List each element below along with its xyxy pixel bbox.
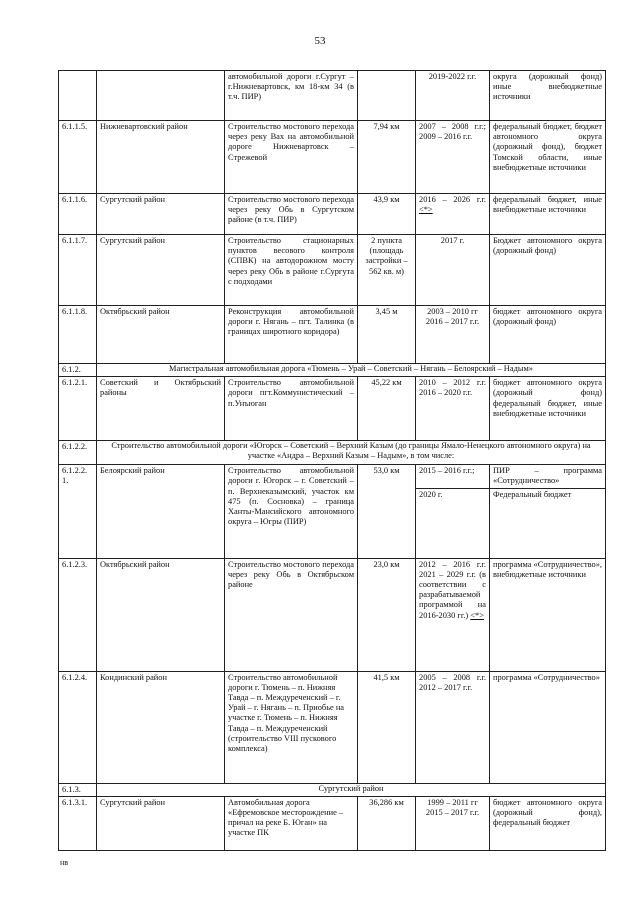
row-period: 2019-2022 г.г. [416, 71, 490, 121]
row-district: Сургутский район [97, 194, 225, 235]
row-capacity: 3,45 м [358, 306, 416, 364]
row-district: Октябрьский район [97, 306, 225, 364]
row-period: 2005 – 2008 г.г. 2012 – 2017 г.г. [416, 671, 490, 783]
row-object: Строительство автомобильной дороги г. Югорск – г. Советский – п. Верхнеказымский, участок км 475 (п. Сосновка) – граница Ханты-Мансийского автономного округа – Югры (ПИР) [225, 465, 358, 558]
row-source: федеральный бюджет, иные внебюджетные источники [490, 194, 606, 235]
footnote-mark: <*> [470, 610, 484, 620]
table-row [59, 71, 606, 121]
section-row [59, 364, 606, 377]
row-source: федеральный бюджет, бюджет автономного округа (дорожный фонд), бюджет Томской области, иные внебюджетные источники [490, 121, 606, 194]
row-object: Строительство стационарных пунктов весового контроля (СПВК) на автодорожном мосту через реку Обь в районе г.Сургута с подходами [225, 235, 358, 306]
row-object: Реконструкция автомобильной дороги г. Нягань – пгт. Талинка (в границах широтного коридора) [225, 306, 358, 364]
table-row [59, 377, 606, 441]
row-capacity [358, 71, 416, 121]
row-period: 2003 – 2010 гг 2016 – 2017 г.г. [416, 306, 490, 364]
footnote-mark: <*> [419, 205, 433, 215]
row-id: 6.1.2.2. [59, 441, 97, 465]
row-object: Строительство мостового перехода через реку Обь в Сургутском районе (в т.ч. ПИР) [225, 194, 358, 235]
row-district: Советский и Октябрьский районы [97, 377, 225, 441]
row-object: Строительство мостового перехода через реку Вах на автомобильной дороге Нижневартовск – Стрежевой [225, 121, 358, 194]
row-source: программа «Сотрудничество» [490, 671, 606, 783]
row-source: программа «Сотрудничество», внебюджетные источники [490, 558, 606, 671]
row-period: 2020 г. [416, 488, 490, 558]
row-period: 2010 – 2012 г.г. 2016 – 2020 г.г. [416, 377, 490, 441]
row-district: Белоярский район [97, 465, 225, 558]
row-district: Сургутский район [97, 235, 225, 306]
row-district: Сургутский район [97, 796, 225, 850]
period-text: 2012 – 2016 г.г. 2021 – 2029 г.г. (в соответствии с разрабатываемой программой на 2016-2030 гг.) [419, 559, 486, 620]
row-id: 6.1.3.1. [59, 796, 97, 850]
table-row [59, 194, 606, 235]
row-id: 6.1.2. [59, 364, 97, 377]
row-district: Кондинский район [97, 671, 225, 783]
table-row [59, 121, 606, 194]
period-text: 2016 – 2026 г.г. [419, 195, 486, 204]
section-title: Строительство автомобильной дороги «Югорск – Советский – Верхний Казым (до границы Ямало-Ненецкого автономного округа) на участке «Андра – Верхний Казым – Надым», в том числе: [97, 441, 606, 465]
row-source: бюджет автономного округа (дорожный фонд), федеральный бюджет [490, 796, 606, 850]
row-source: ПИР – программа «Сотрудничество» [490, 465, 606, 488]
row-period [416, 558, 490, 671]
section-row [59, 441, 606, 465]
table-row [59, 796, 606, 850]
row-id: 6.1.1.7. [59, 235, 97, 306]
row-id: 6.1.1.6. [59, 194, 97, 235]
row-id: 6.1.2.4. [59, 671, 97, 783]
row-id: 6.1.2.1. [59, 377, 97, 441]
row-capacity: 23,0 км [358, 558, 416, 671]
page-number: 53 [314, 35, 326, 47]
row-district: Октябрьский район [97, 558, 225, 671]
row-id [59, 71, 97, 121]
row-period: 2015 – 2016 г.г.; [416, 465, 490, 488]
row-capacity: 45,22 км [358, 377, 416, 441]
section-title: Сургутский район [97, 783, 606, 796]
row-source: Федеральный бюджет [490, 488, 606, 558]
row-period: 2017 г. [416, 235, 490, 306]
table-row [59, 671, 606, 783]
row-object: Автомобильная дорога «Ефремовское месторождение – причал на реке Б. Юган» на участке ПК [225, 796, 358, 850]
table-row [59, 235, 606, 306]
program-table [58, 70, 606, 851]
row-capacity: 53,0 км [358, 465, 416, 558]
row-source: бюджет автономного округа (дорожный фонд) федеральный бюджет, иные внебюджетные источники [490, 377, 606, 441]
row-id: 6.1.2.3. [59, 558, 97, 671]
row-id: 6.1.3. [59, 783, 97, 796]
row-period [416, 194, 490, 235]
row-capacity: 41,5 км [358, 671, 416, 783]
row-id: 6.1.1.5. [59, 121, 97, 194]
row-id: 6.1.1.8. [59, 306, 97, 364]
table-row [59, 558, 606, 671]
row-id: 6.1.2.2. 1. [59, 465, 97, 558]
table-row [59, 465, 606, 488]
row-capacity: 7,94 км [358, 121, 416, 194]
row-source: округа (дорожный фонд) иные внебюджетные источники [490, 71, 606, 121]
row-source: бюджет автономного округа (дорожный фонд) [490, 306, 606, 364]
row-district [97, 71, 225, 121]
row-source: Бюджет автономного округа (дорожный фонд) [490, 235, 606, 306]
row-object: Строительство автомобильной дороги пгт.Коммунистический – п.Унъюган [225, 377, 358, 441]
row-object: Строительство мостового перехода через реку Обь в Октябрьском районе [225, 558, 358, 671]
row-period: 1999 – 2011 гг 2015 – 2017 г.г. [416, 796, 490, 850]
table-row [59, 306, 606, 364]
row-object: Строительство автомобильной дороги г. Тюмень – п. Нижняя Тавда – п. Междуреченский – г. Урай – г. Нягань – п. Приобье на участке г. Тюмень – п. Нижняя Тавда – п. Междуреченский (строительство VIII пускового комплекса) [225, 671, 358, 783]
row-object: автомобильной дороги г.Сургут – г.Нижневартовск, км 18-км 34 (в т.ч. ПИР) [225, 71, 358, 121]
row-capacity: 2 пункта (площадь застройки – 562 кв. м) [358, 235, 416, 306]
row-capacity: 43,9 км [358, 194, 416, 235]
section-title: Магистральная автомобильная дорога «Тюмень – Урай – Советский – Нягань – Белоярский – Надым» [97, 364, 606, 377]
row-district: Нижневартовский район [97, 121, 225, 194]
row-capacity: 36,286 км [358, 796, 416, 850]
row-period: 2007 – 2008 г.г.; 2009 – 2016 г.г. [416, 121, 490, 194]
footer-initials: нв [60, 858, 69, 867]
section-row [59, 783, 606, 796]
